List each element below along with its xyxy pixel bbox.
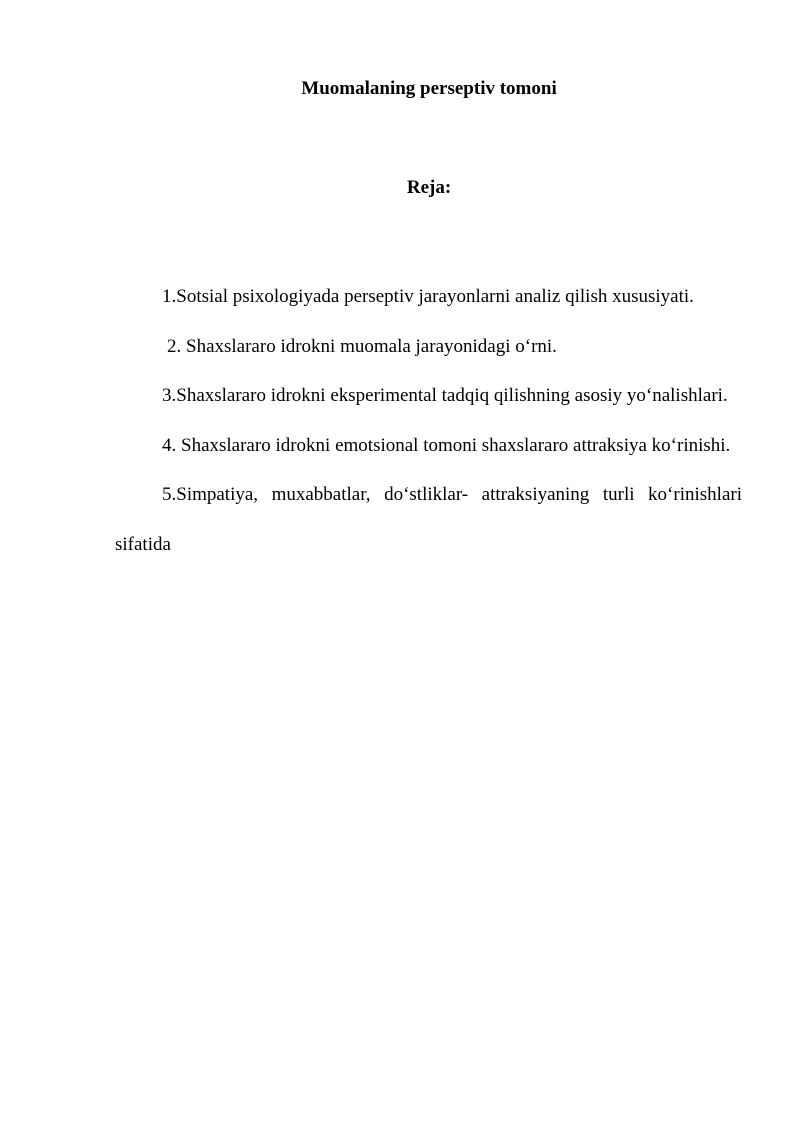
plan-item-2: 2. Shaxslararo idrokni muomala jarayonidagi o‘rni. [167, 335, 557, 357]
plan-item-5: 5.Simpatiya, muxabbatlar, do‘stliklar- attraksiyaning turli ko‘rinishlari sifatida [115, 484, 742, 555]
plan-list [115, 272, 742, 569]
plan-item-1: 1.Sotsial psixologiyada perseptiv jarayonlarni analiz qilish xususiyati. [162, 286, 694, 307]
plan-item-4: 4. Shaxslararo idrokni emotsional tomoni shaxslararo attraksiya ko‘rinishi. [162, 434, 731, 456]
plan-item-3: 3.Shaxslararo idrokni eksperimental tadqiq qilishning asosiy yo‘nalishlari. [162, 385, 728, 406]
plan-heading: Reja: [406, 177, 452, 198]
document-title: Muomalaning perseptiv tomoni [301, 78, 557, 99]
